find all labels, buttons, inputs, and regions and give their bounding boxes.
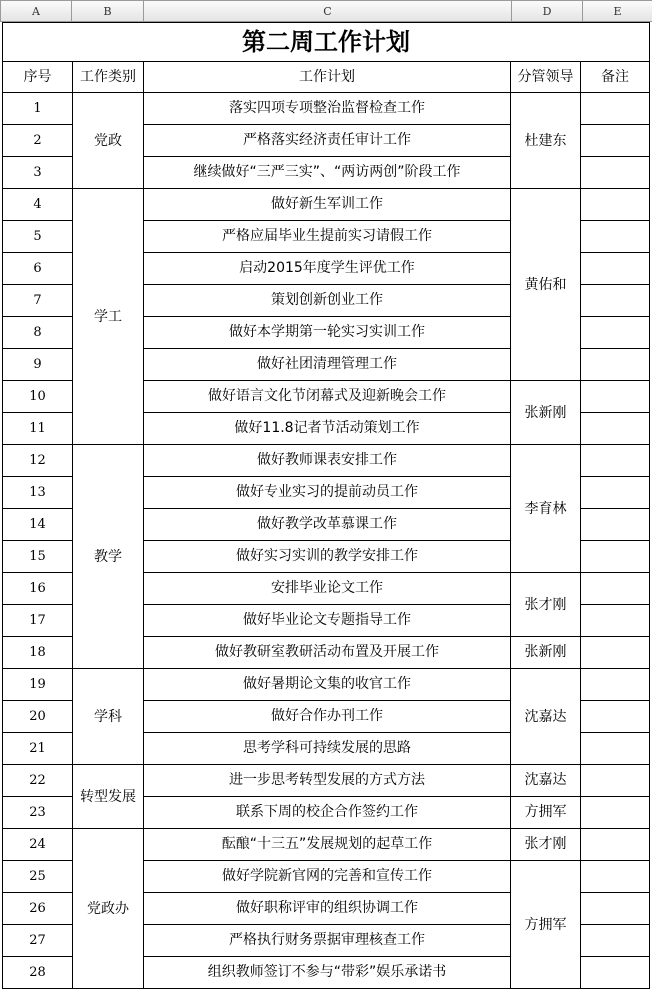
- leader-cell[interactable]: 张才刚: [511, 573, 581, 637]
- row-number[interactable]: 24: [3, 829, 73, 861]
- plan-cell[interactable]: 继续做好“三严三实”、“两访两创”阶段工作: [144, 157, 511, 189]
- category-cell[interactable]: 学科: [73, 669, 144, 765]
- table-row: [3, 189, 650, 221]
- table-row: [3, 829, 650, 861]
- row-number[interactable]: 21: [3, 733, 73, 765]
- category-cell[interactable]: 党政办: [73, 829, 144, 989]
- header-leader[interactable]: 分管领导: [511, 62, 581, 93]
- remark-cell[interactable]: [581, 189, 650, 221]
- row-number[interactable]: 11: [3, 413, 73, 445]
- plan-cell[interactable]: 联系下周的校企合作签约工作: [144, 797, 511, 829]
- plan-cell[interactable]: 做好教师课表安排工作: [144, 445, 511, 477]
- plan-cell[interactable]: 严格应届毕业生提前实习请假工作: [144, 221, 511, 253]
- remark-cell[interactable]: [581, 381, 650, 413]
- row-number[interactable]: 7: [3, 285, 73, 317]
- remark-cell[interactable]: [581, 253, 650, 285]
- plan-cell[interactable]: 启动2015年度学生评优工作: [144, 253, 511, 285]
- header-no[interactable]: 序号: [3, 62, 73, 93]
- leader-cell[interactable]: 黄佑和: [511, 189, 581, 381]
- work-plan-table: [2, 22, 650, 989]
- plan-cell[interactable]: 安排毕业论文工作: [144, 573, 511, 605]
- row-number[interactable]: 23: [3, 797, 73, 829]
- row-number[interactable]: 28: [3, 957, 73, 989]
- row-number[interactable]: 2: [3, 125, 73, 157]
- plan-cell[interactable]: 做好语言文化节闭幕式及迎新晚会工作: [144, 381, 511, 413]
- plan-cell[interactable]: 组织教师签订不参与“带彩”娱乐承诺书: [144, 957, 511, 989]
- column-header-a[interactable]: A: [0, 0, 72, 22]
- row-number[interactable]: 5: [3, 221, 73, 253]
- row-number[interactable]: 20: [3, 701, 73, 733]
- leader-cell[interactable]: 张才刚: [511, 829, 581, 861]
- remark-cell[interactable]: [581, 797, 650, 829]
- remark-cell[interactable]: [581, 733, 650, 765]
- remark-cell[interactable]: [581, 413, 650, 445]
- plan-cell[interactable]: 策划创新创业工作: [144, 285, 511, 317]
- row-number[interactable]: 3: [3, 157, 73, 189]
- remark-cell[interactable]: [581, 477, 650, 509]
- category-cell[interactable]: 教学: [73, 445, 144, 669]
- plan-cell[interactable]: 做好暑期论文集的收官工作: [144, 669, 511, 701]
- row-number[interactable]: 16: [3, 573, 73, 605]
- remark-cell[interactable]: [581, 765, 650, 797]
- row-number[interactable]: 18: [3, 637, 73, 669]
- column-header-c[interactable]: C: [144, 0, 512, 22]
- remark-cell[interactable]: [581, 349, 650, 381]
- remark-cell[interactable]: [581, 285, 650, 317]
- remark-cell[interactable]: [581, 93, 650, 125]
- leader-cell[interactable]: 张新刚: [511, 637, 581, 669]
- row-number[interactable]: 22: [3, 765, 73, 797]
- remark-cell[interactable]: [581, 605, 650, 637]
- table-row: [3, 765, 650, 797]
- row-number[interactable]: 1: [3, 93, 73, 125]
- table-row: [3, 669, 650, 701]
- plan-cell[interactable]: 做好合作办刊工作: [144, 701, 511, 733]
- row-number[interactable]: 6: [3, 253, 73, 285]
- remark-cell[interactable]: [581, 925, 650, 957]
- plan-cell[interactable]: 做好11.8记者节活动策划工作: [144, 413, 511, 445]
- plan-cell[interactable]: 落实四项专项整治监督检查工作: [144, 93, 511, 125]
- leader-cell[interactable]: 沈嘉达: [511, 669, 581, 765]
- plan-cell[interactable]: 严格落实经济责任审计工作: [144, 125, 511, 157]
- plan-cell[interactable]: 做好本学期第一轮实习实训工作: [144, 317, 511, 349]
- plan-cell[interactable]: 思考学科可持续发展的思路: [144, 733, 511, 765]
- leader-cell[interactable]: 方拥军: [511, 797, 581, 829]
- table-row: [3, 445, 650, 477]
- remark-cell[interactable]: [581, 637, 650, 669]
- remark-cell[interactable]: [581, 957, 650, 989]
- leader-cell[interactable]: 方拥军: [511, 861, 581, 989]
- plan-cell[interactable]: 做好社团清理管理工作: [144, 349, 511, 381]
- plan-cell[interactable]: 做好学院新官网的完善和宣传工作: [144, 861, 511, 893]
- remark-cell[interactable]: [581, 829, 650, 861]
- column-header-bar: [0, 0, 652, 22]
- column-header-d[interactable]: D: [512, 0, 583, 22]
- remark-cell[interactable]: [581, 317, 650, 349]
- remark-cell[interactable]: [581, 669, 650, 701]
- plan-cell[interactable]: 严格执行财务票据审理核查工作: [144, 925, 511, 957]
- row-number[interactable]: 9: [3, 349, 73, 381]
- plan-cell[interactable]: 进一步思考转型发展的方式方法: [144, 765, 511, 797]
- leader-cell[interactable]: 李育林: [511, 445, 581, 573]
- category-cell[interactable]: 转型发展: [73, 765, 144, 829]
- plan-cell[interactable]: 做好教学改革慕课工作: [144, 509, 511, 541]
- plan-cell[interactable]: 做好教研室教研活动布置及开展工作: [144, 637, 511, 669]
- remark-cell[interactable]: [581, 701, 650, 733]
- remark-cell[interactable]: [581, 541, 650, 573]
- row-number[interactable]: 17: [3, 605, 73, 637]
- row-number[interactable]: 10: [3, 381, 73, 413]
- remark-cell[interactable]: [581, 893, 650, 925]
- remark-cell[interactable]: [581, 445, 650, 477]
- plan-cell[interactable]: 做好新生军训工作: [144, 189, 511, 221]
- leader-cell[interactable]: 张新刚: [511, 381, 581, 445]
- plan-cell[interactable]: 酝酿“十三五”发展规划的起草工作: [144, 829, 511, 861]
- plan-cell[interactable]: 做好专业实习的提前动员工作: [144, 477, 511, 509]
- plan-cell[interactable]: 做好实习实训的教学安排工作: [144, 541, 511, 573]
- row-number[interactable]: 12: [3, 445, 73, 477]
- row-number[interactable]: 26: [3, 893, 73, 925]
- remark-cell[interactable]: [581, 573, 650, 605]
- remark-cell[interactable]: [581, 221, 650, 253]
- row-number[interactable]: 14: [3, 509, 73, 541]
- header-plan[interactable]: 工作计划: [144, 62, 511, 93]
- remark-cell[interactable]: [581, 509, 650, 541]
- row-number[interactable]: 15: [3, 541, 73, 573]
- header-remark[interactable]: 备注: [581, 62, 650, 93]
- page-title[interactable]: 第二周工作计划: [3, 23, 650, 62]
- column-header-e[interactable]: E: [583, 0, 652, 22]
- remark-cell[interactable]: [581, 157, 650, 189]
- plan-cell[interactable]: 做好毕业论文专题指导工作: [144, 605, 511, 637]
- row-number[interactable]: 8: [3, 317, 73, 349]
- row-number[interactable]: 27: [3, 925, 73, 957]
- leader-cell[interactable]: 沈嘉达: [511, 765, 581, 797]
- category-cell[interactable]: 党政: [73, 93, 144, 189]
- row-number[interactable]: 25: [3, 861, 73, 893]
- leader-cell[interactable]: 杜建东: [511, 93, 581, 189]
- plan-cell[interactable]: 做好职称评审的组织协调工作: [144, 893, 511, 925]
- row-number[interactable]: 13: [3, 477, 73, 509]
- column-header-b[interactable]: B: [72, 0, 144, 22]
- remark-cell[interactable]: [581, 125, 650, 157]
- category-cell[interactable]: 学工: [73, 189, 144, 445]
- remark-cell[interactable]: [581, 861, 650, 893]
- header-category[interactable]: 工作类别: [73, 62, 144, 93]
- table-row: [3, 93, 650, 125]
- row-number[interactable]: 4: [3, 189, 73, 221]
- row-number[interactable]: 19: [3, 669, 73, 701]
